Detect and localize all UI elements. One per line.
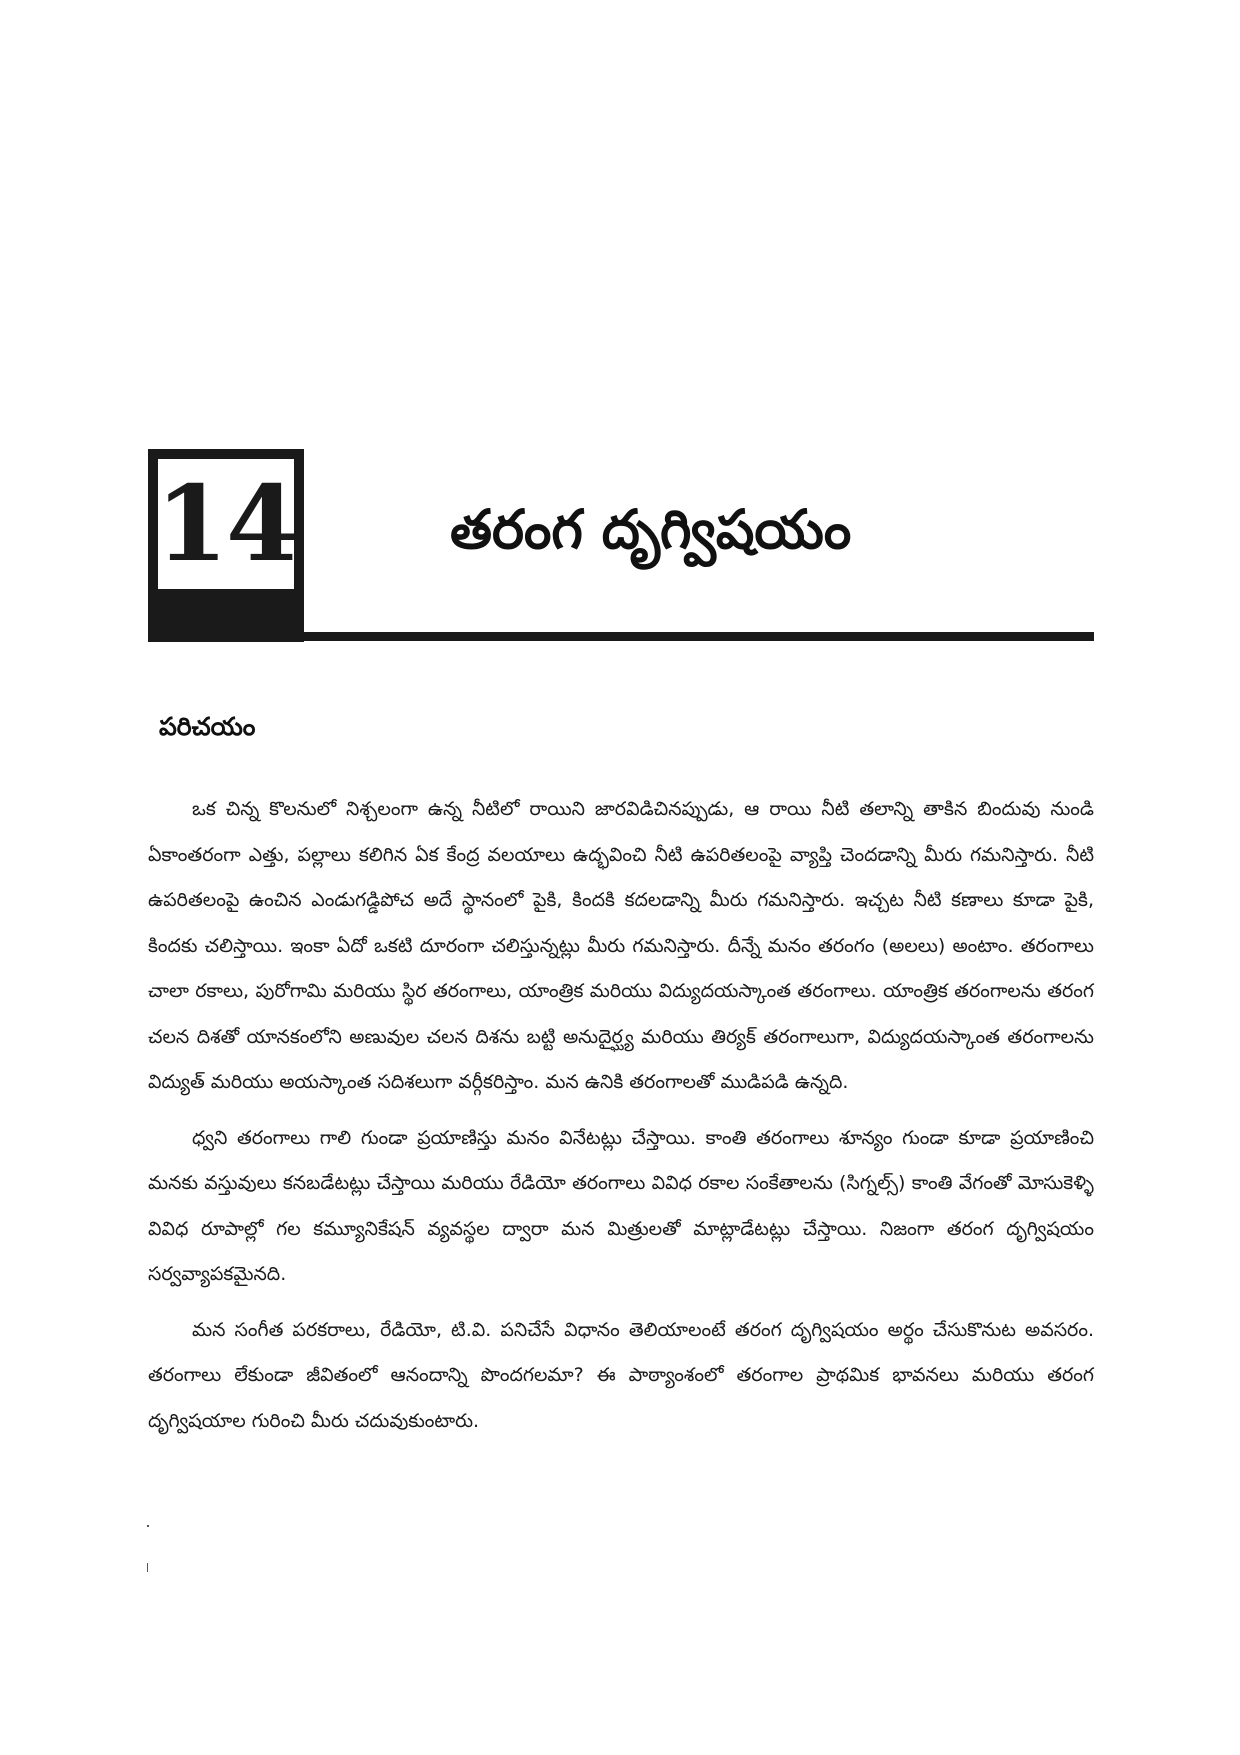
body-text	[148, 787, 1094, 1454]
chapter-number: 14	[155, 462, 297, 585]
chapter-number-box	[148, 449, 304, 642]
stray-tick-mark	[147, 1563, 148, 1572]
stray-dot-mark	[147, 1525, 149, 1527]
chapter-title-underline	[304, 632, 1094, 641]
paragraph: ధ్వని తరంగాలు గాలి గుండా ప్రయాణిస్తు మనం వినేటట్లు చేస్తాయి. కాంతి తరంగాలు శూన్యం గుండా కూడా ప్రయాణించి మనకు వస్తువులు కనబడేటట్లు చేస్తాయి మరియు రేడియో తరంగాలు వివిధ రకాల సంకేతాలను (సిగ్నల్స్) కాంతి వేగంతో మోసుకెళ్ళి వివిధ రూపాల్లో గల కమ్యూనికేషన్ వ్యవస్థల ద్వారా మన మిత్రులతో మాట్లాడేటట్లు చేస్తాయి. నిజంగా తరంగ దృగ్విషయం సర్వవ్యాపకమైనది.	[148, 1126, 1094, 1285]
paragraph: మన సంగీత పరకరాలు, రేడియో, టి.వి. పనిచేసే విధానం తెలియాలంటే తరంగ దృగ్విషయం అర్థం చేసుకొనుట అవసరం. తరంగాలు లేకుండా జీవితంలో ఆనందాన్ని పొందగలమా? ఈ పాఠ్యాంశంలో తరంగాల ప్రాథమిక భావనలు మరియు తరంగ దృగ్విషయాల గురించి మీరు చదువుకుంటారు.	[148, 1318, 1094, 1432]
paragraph: ఒక చిన్న కొలనులో నిశ్చలంగా ఉన్న నీటిలో రాయిని జారవిడిచినప్పుడు, ఆ రాయి నీటి తలాన్ని తాకిన బిందువు నుండి ఏకాంతరంగా ఎత్తు, పల్లాలు కలిగిన ఏక కేంద్ర వలయాలు ఉద్భవించి నీటి ఉపరితలంపై వ్యాప్తి చెందడాన్ని మీరు గమనిస్తారు. నీటి ఉపరితలంపై ఉంచిన ఎండుగడ్డిపోచ అదే స్థానంలో పైకి, కిందకి కదలడాన్ని మీరు గమనిస్తారు. ఇచ్చట నీటి కణాలు కూడా పైకి, కిందకు చలిస్తాయి. ఇంకా ఏదో ఒకటి దూరంగా చలిస్తున్నట్లు మీరు గమనిస్తారు. దీన్నే మనం తరంగం (అలలు) అంటాం. తరంగాలు చాలా రకాలు, పురోగామి మరియు స్థిర తరంగాలు, యాంత్రిక మరియు విద్యుదయస్కాంత తరంగాలు. యాంత్రిక తరంగాలను తరంగ చలన దిశతో యానకంలోని అణువుల చలన దిశను బట్టి అనుదైర్ఘ్య మరియు తిర్యక్ తరంగాలుగా, విద్యుదయస్కాంత తరంగాలను విద్యుత్ మరియు అయస్కాంత సదిశలుగా వర్గీకరిస్తాం. మన ఉనికి తరంగాలతో ముడిపడి ఉన్నది.	[148, 798, 1094, 1093]
section-heading: పరిచయం	[159, 712, 256, 741]
chapter-number-frame	[155, 459, 297, 589]
chapter-title: తరంగ దృగ్విషయం	[450, 498, 852, 561]
